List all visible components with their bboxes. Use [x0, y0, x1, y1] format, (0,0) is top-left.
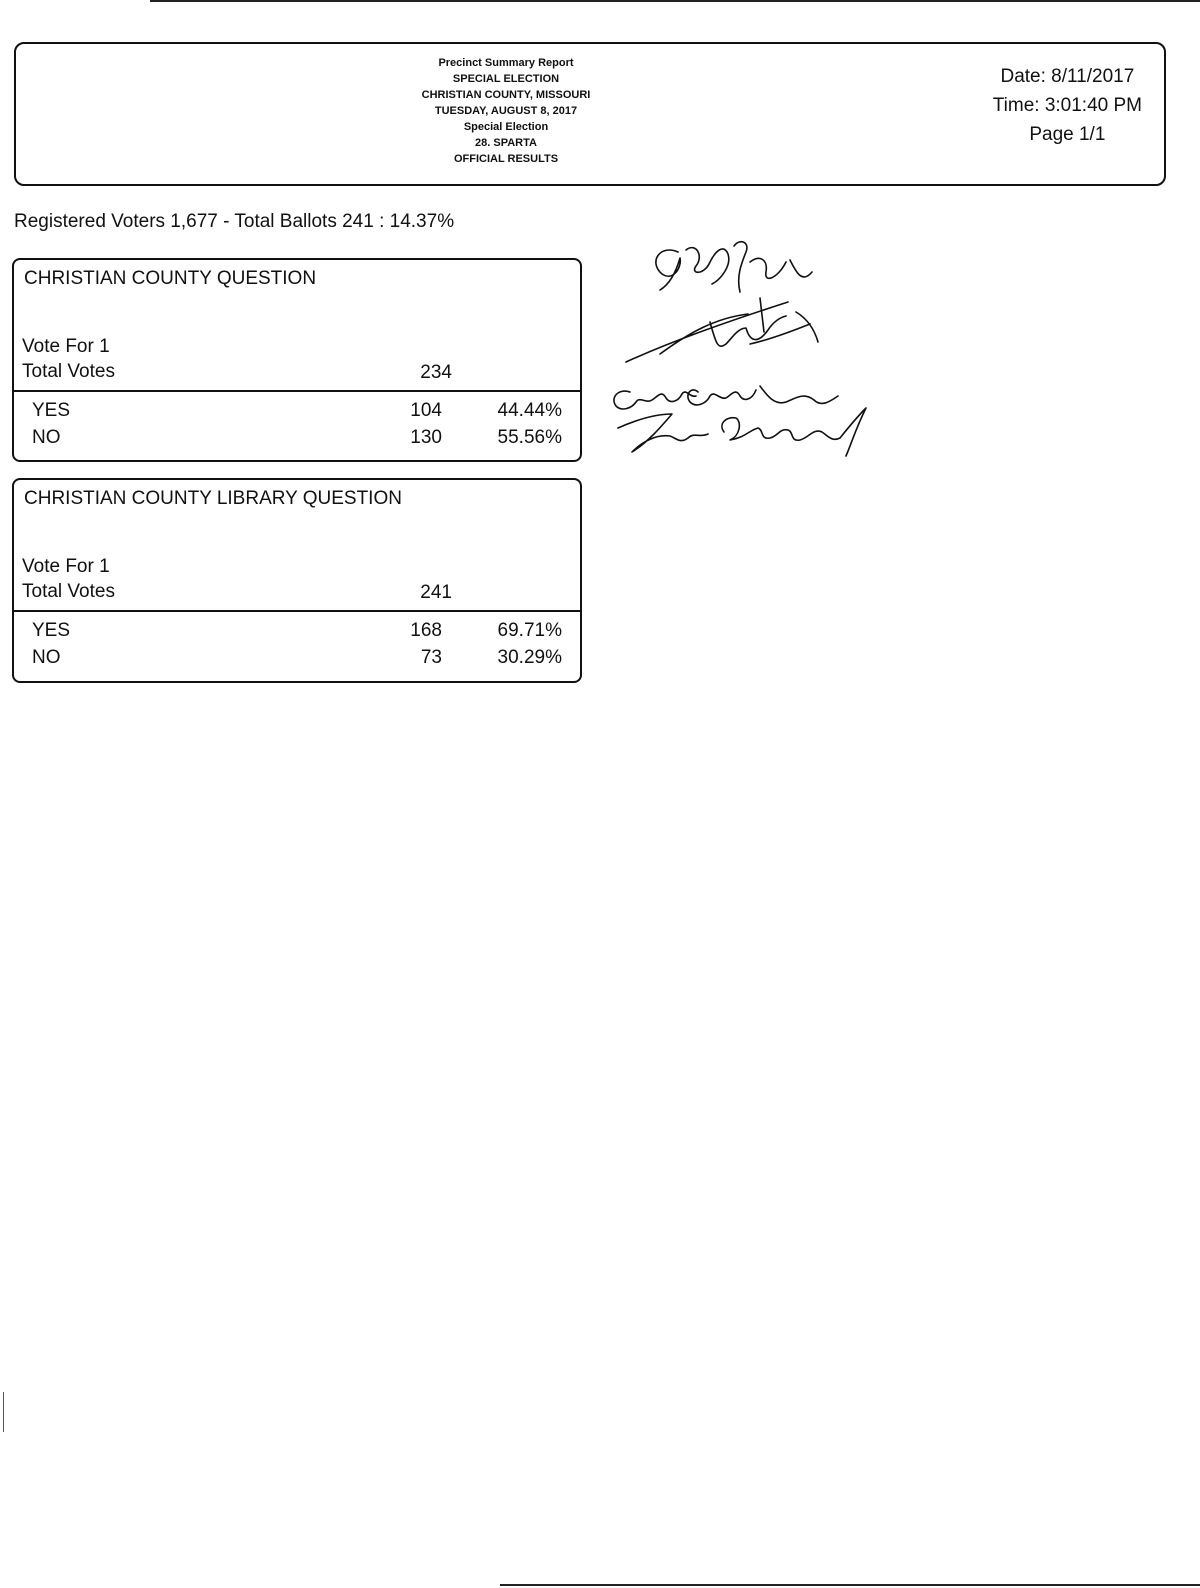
choice-name: NO	[32, 647, 61, 668]
contest-box	[12, 258, 582, 462]
election-name: SPECIAL ELECTION	[452, 73, 560, 85]
choice-name: NO	[32, 427, 61, 448]
choice-row	[14, 647, 580, 675]
report-header	[14, 42, 1166, 186]
total-votes-value: 241	[420, 582, 452, 603]
signature-1	[656, 242, 812, 292]
contest-title: CHRISTIAN COUNTY LIBRARY QUESTION	[24, 488, 402, 509]
choice-name: YES	[32, 400, 71, 421]
choice-votes: 130	[410, 427, 442, 448]
divider	[14, 610, 580, 612]
signature-3	[614, 386, 838, 409]
vote-for-label: Vote For 1	[22, 556, 110, 577]
signature-4	[618, 408, 866, 456]
registration-summary: Registered Voters 1,677 - Total Ballots 241 : 14.37%	[14, 211, 455, 232]
contest-box	[12, 478, 582, 683]
election-type: Special Election	[463, 121, 549, 133]
choice-votes: 73	[420, 647, 442, 668]
choice-row	[14, 620, 580, 648]
election-date: TUESDAY, AUGUST 8, 2017	[434, 105, 578, 117]
choice-percent: 44.44%	[497, 400, 562, 421]
page-number: Page 1/1	[1029, 124, 1106, 145]
choice-percent: 30.29%	[497, 647, 562, 668]
report-date: Date: 8/11/2017	[1000, 66, 1135, 87]
choice-row	[14, 427, 580, 455]
choice-votes: 168	[410, 620, 442, 641]
results-status: OFFICIAL RESULTS	[453, 153, 559, 165]
contest-title: CHRISTIAN COUNTY QUESTION	[24, 268, 317, 289]
signature-2	[626, 298, 818, 362]
scan-edge-top	[150, 0, 1200, 2]
divider	[14, 390, 580, 392]
choice-percent: 69.71%	[497, 620, 562, 641]
report-meta	[993, 62, 1142, 149]
total-votes-value: 234	[420, 362, 452, 383]
scan-edge-bottom	[500, 1584, 1200, 1586]
signatures-block	[600, 232, 900, 467]
vote-for-label: Vote For 1	[22, 336, 110, 357]
choice-row	[14, 400, 580, 428]
report-header-title-block	[356, 55, 656, 167]
total-votes-label: Total Votes	[22, 361, 115, 382]
report-title: Precinct Summary Report	[438, 57, 574, 69]
jurisdiction: CHRISTIAN COUNTY, MISSOURI	[421, 89, 591, 101]
total-votes-label: Total Votes	[22, 581, 115, 602]
choice-name: YES	[32, 620, 71, 641]
precinct-name: 28. SPARTA	[475, 137, 537, 149]
report-time: Time: 3:01:40 PM	[992, 95, 1142, 116]
scan-mark-left	[3, 1392, 4, 1432]
choice-percent: 55.56%	[497, 427, 562, 448]
choice-votes: 104	[410, 400, 442, 421]
